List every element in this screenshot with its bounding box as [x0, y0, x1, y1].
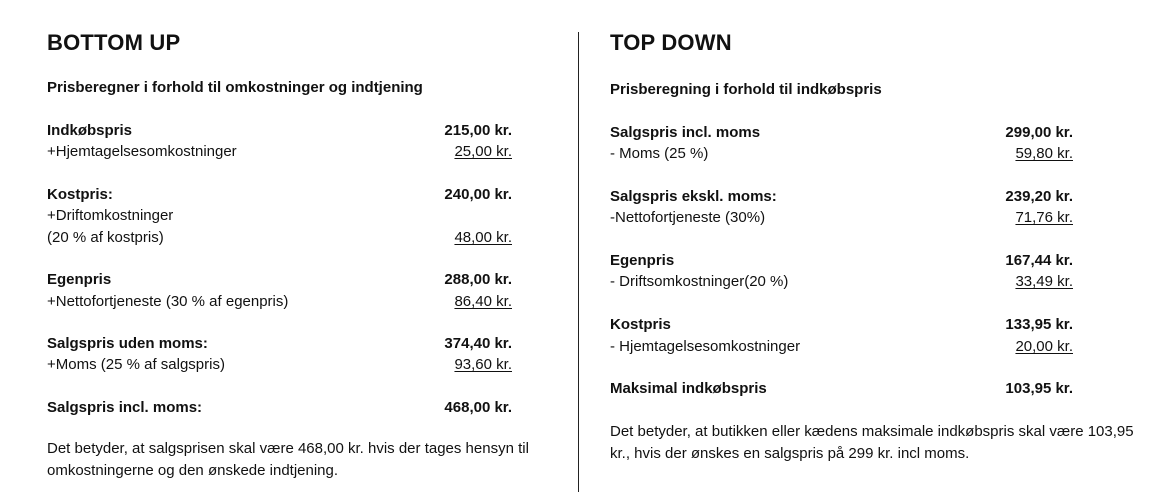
row-value: 59,80 kr.	[1015, 145, 1073, 162]
row-label: Egenpris	[610, 252, 675, 269]
top-down-subtitle: Prisberegning i forhold til indkøbspris	[610, 81, 882, 98]
row-label: Indkøbspris	[47, 122, 133, 139]
row-value: 48,00 kr.	[454, 229, 512, 246]
row-label: - Hjemtagelsesomkostninger	[610, 338, 801, 355]
row-label: - Driftsomkostninger(20 %)	[610, 273, 789, 290]
row-value: 25,00 kr.	[454, 143, 512, 160]
row-value: 33,49 kr.	[1015, 273, 1073, 290]
row-value: 93,60 kr.	[454, 356, 512, 373]
row-value: 167,44 kr.	[1005, 252, 1073, 269]
row-value: 468,00 kr.	[444, 399, 512, 416]
row-label: Salgspris uden moms:	[47, 335, 208, 352]
bottom-up-title: BOTTOM UP	[47, 30, 181, 55]
row-label: Salgspris incl. moms	[610, 124, 761, 141]
row-label: - Moms (25 %)	[610, 145, 709, 162]
row-value: 71,76 kr.	[1015, 209, 1073, 226]
row-value: 133,95 kr.	[1005, 316, 1073, 333]
row-value: 374,40 kr.	[444, 335, 512, 352]
row-value: 288,00 kr.	[444, 271, 512, 288]
row-label: Egenpris	[47, 271, 112, 288]
row-label: Maksimal indkøbspris	[610, 380, 767, 397]
row-label: +Moms (25 % af salgspris)	[47, 356, 225, 373]
row-value: 215,00 kr.	[444, 122, 512, 139]
row-label: Kostpris:	[47, 186, 113, 203]
row-value: 86,40 kr.	[454, 293, 512, 310]
row-label: (20 % af kostpris)	[47, 229, 164, 246]
top-down-note: Det betyder, at butikken eller kædens maksimale indkøbspris skal være 103,95 kr., hvis der ønskes en salgspris på 299 kr. incl moms.	[610, 423, 1134, 462]
row-label: +Nettofortjeneste (30 % af egenpris)	[47, 293, 289, 310]
row-label: +Hjemtagelsesomkostninger	[47, 143, 237, 160]
bottom-up-note: Det betyder, at salgsprisen skal være 468,00 kr. hvis der tages hensyn til omkostningerne og den ønskede indtjening.	[47, 440, 529, 479]
column-divider	[578, 32, 579, 492]
bottom-up-subtitle: Prisberegner i forhold til omkostninger og indtjening	[47, 79, 423, 96]
row-label: Salgspris ekskl. moms:	[610, 188, 777, 205]
row-label: Kostpris	[610, 316, 671, 333]
row-value: 239,20 kr.	[1005, 188, 1073, 205]
row-value: 299,00 kr.	[1005, 124, 1073, 141]
row-label: Salgspris incl. moms:	[47, 399, 203, 416]
row-value: 103,95 kr.	[1005, 380, 1073, 397]
row-value: 20,00 kr.	[1015, 338, 1073, 355]
top-down-title: TOP DOWN	[610, 30, 732, 55]
row-value: 240,00 kr.	[444, 186, 512, 203]
row-label: +Driftomkostninger	[47, 207, 174, 224]
row-label: -Nettofortjeneste (30%)	[610, 209, 766, 226]
